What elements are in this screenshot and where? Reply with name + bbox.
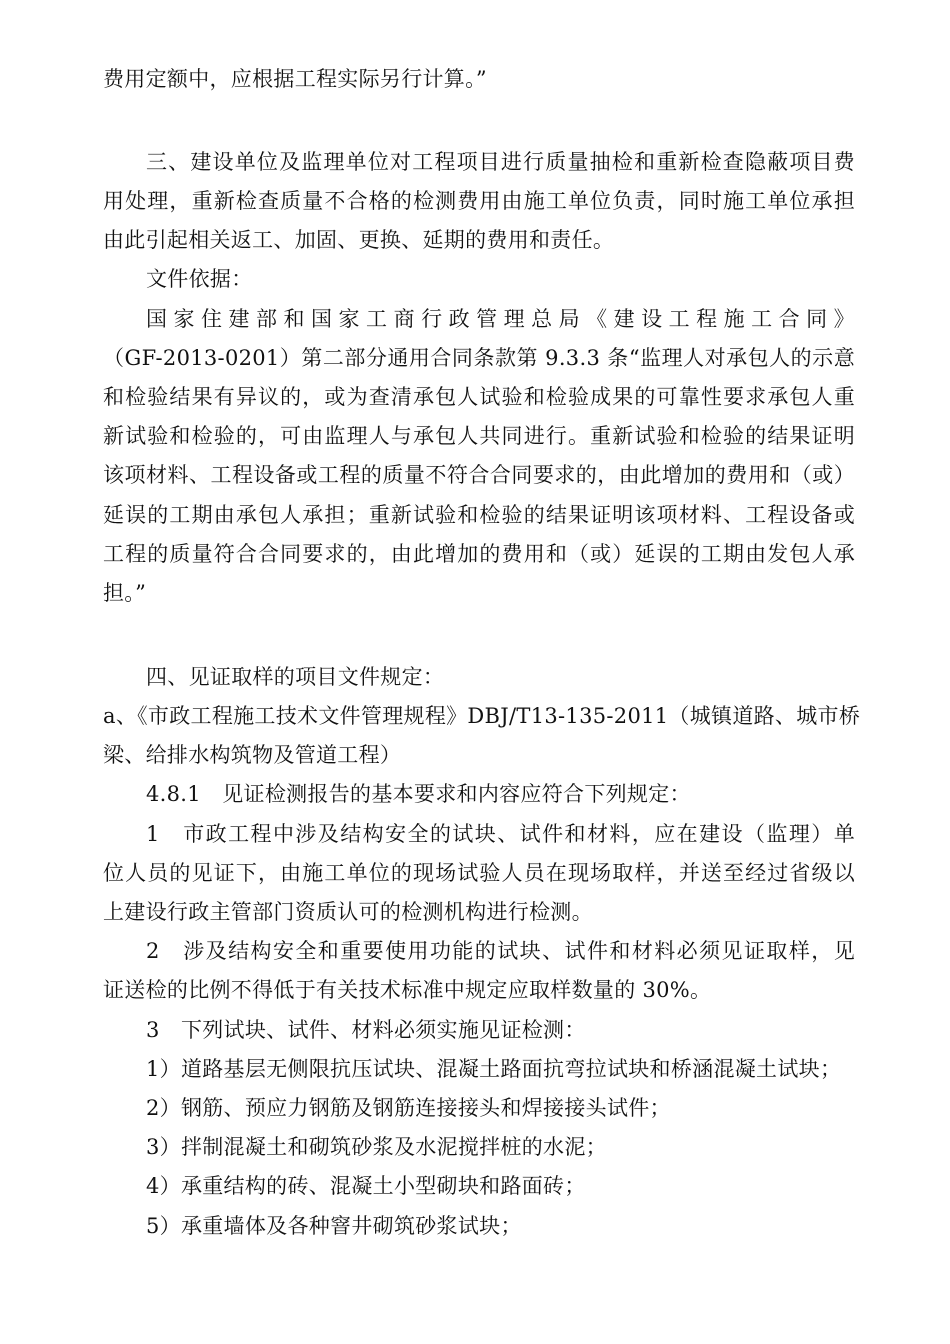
list-item: 2）钢筋、预应力钢筋及钢筋连接接头和焊接接头试件；: [146, 1096, 671, 1120]
paragraph-line: a、《市政工程施工技术文件管理规程》DBJ/T13-135-2011（城镇道路、城市桥: [103, 704, 861, 728]
paragraph-line: 工程的质量符合合同要求的，由此增加的费用和（或）延误的工期由发包人承: [103, 542, 855, 566]
paragraph-line: 上建设行政主管部门资质认可的检测机构进行检测。: [103, 900, 593, 924]
list-item: 3）拌制混凝土和砌筑砂浆及水泥搅拌桩的水泥；: [146, 1135, 607, 1159]
list-item: 1）道路基层无侧限抗压试块、混凝土路面抗弯拉试块和桥涵混凝土试块；: [146, 1057, 842, 1081]
paragraph-line: 由此引起相关返工、加固、更换、延期的费用和责任。: [103, 228, 615, 252]
section-heading-3: 三、建设单位及监理单位对工程项目进行质量抽检和重新检查隐蔽项目费: [146, 150, 855, 174]
paragraph-line: 延误的工期由承包人承担；重新试验和检验的结果证明该项材料、工程设备或: [103, 503, 855, 527]
paragraph-line: 担。”: [103, 581, 147, 605]
paragraph-line: 新试验和检验的，可由监理人与承包人共同进行。重新试验和检验的结果证明: [103, 424, 855, 448]
paragraph-line: 费用定额中，应根据工程实际另行计算。”: [103, 67, 487, 91]
paragraph-line: （GF-2013-0201）第二部分通用合同条款第 9.3.3 条“监理人对承包人的示意: [103, 346, 855, 370]
paragraph-line: 和检验结果有异议的，或为查清承包人试验和检验成果的可靠性要求承包人重: [103, 385, 855, 409]
basis-label: 文件依据：: [146, 267, 253, 291]
paragraph-line: 证送检的比例不得低于有关技术标准中规定应取样数量的 30%。: [103, 978, 712, 1002]
paragraph-line: 位人员的见证下，由施工单位的现场试验人员在现场取样，并送至经过省级以: [103, 861, 855, 885]
list-item: 5）承重墙体及各种窨井砌筑砂浆试块；: [146, 1214, 522, 1238]
paragraph-line: 用处理，重新检查质量不合格的检测费用由施工单位负责，同时施工单位承担: [103, 189, 855, 213]
paragraph-line: 1 市政工程中涉及结构安全的试块、试件和材料，应在建设（监理）单: [146, 822, 855, 846]
section-heading-4: 四、见证取样的项目文件规定：: [146, 665, 445, 689]
paragraph-line: 该项材料、工程设备或工程的质量不符合合同要求的，由此增加的费用和（或）: [103, 463, 855, 487]
paragraph-line: 3 下列试块、试件、材料必须实施见证检测：: [146, 1018, 586, 1042]
paragraph-line: 梁、给排水构筑物及管道工程）: [103, 743, 402, 767]
clause-heading: 4.8.1 见证检测报告的基本要求和内容应符合下列规定：: [146, 782, 691, 806]
list-item: 4）承重结构的砖、混凝土小型砌块和路面砖；: [146, 1174, 586, 1198]
paragraph-line: 国家住建部和国家工商行政管理总局《建设工程施工合同》: [146, 307, 855, 331]
paragraph-line: 2 涉及结构安全和重要使用功能的试块、试件和材料必须见证取样，见: [146, 939, 855, 963]
